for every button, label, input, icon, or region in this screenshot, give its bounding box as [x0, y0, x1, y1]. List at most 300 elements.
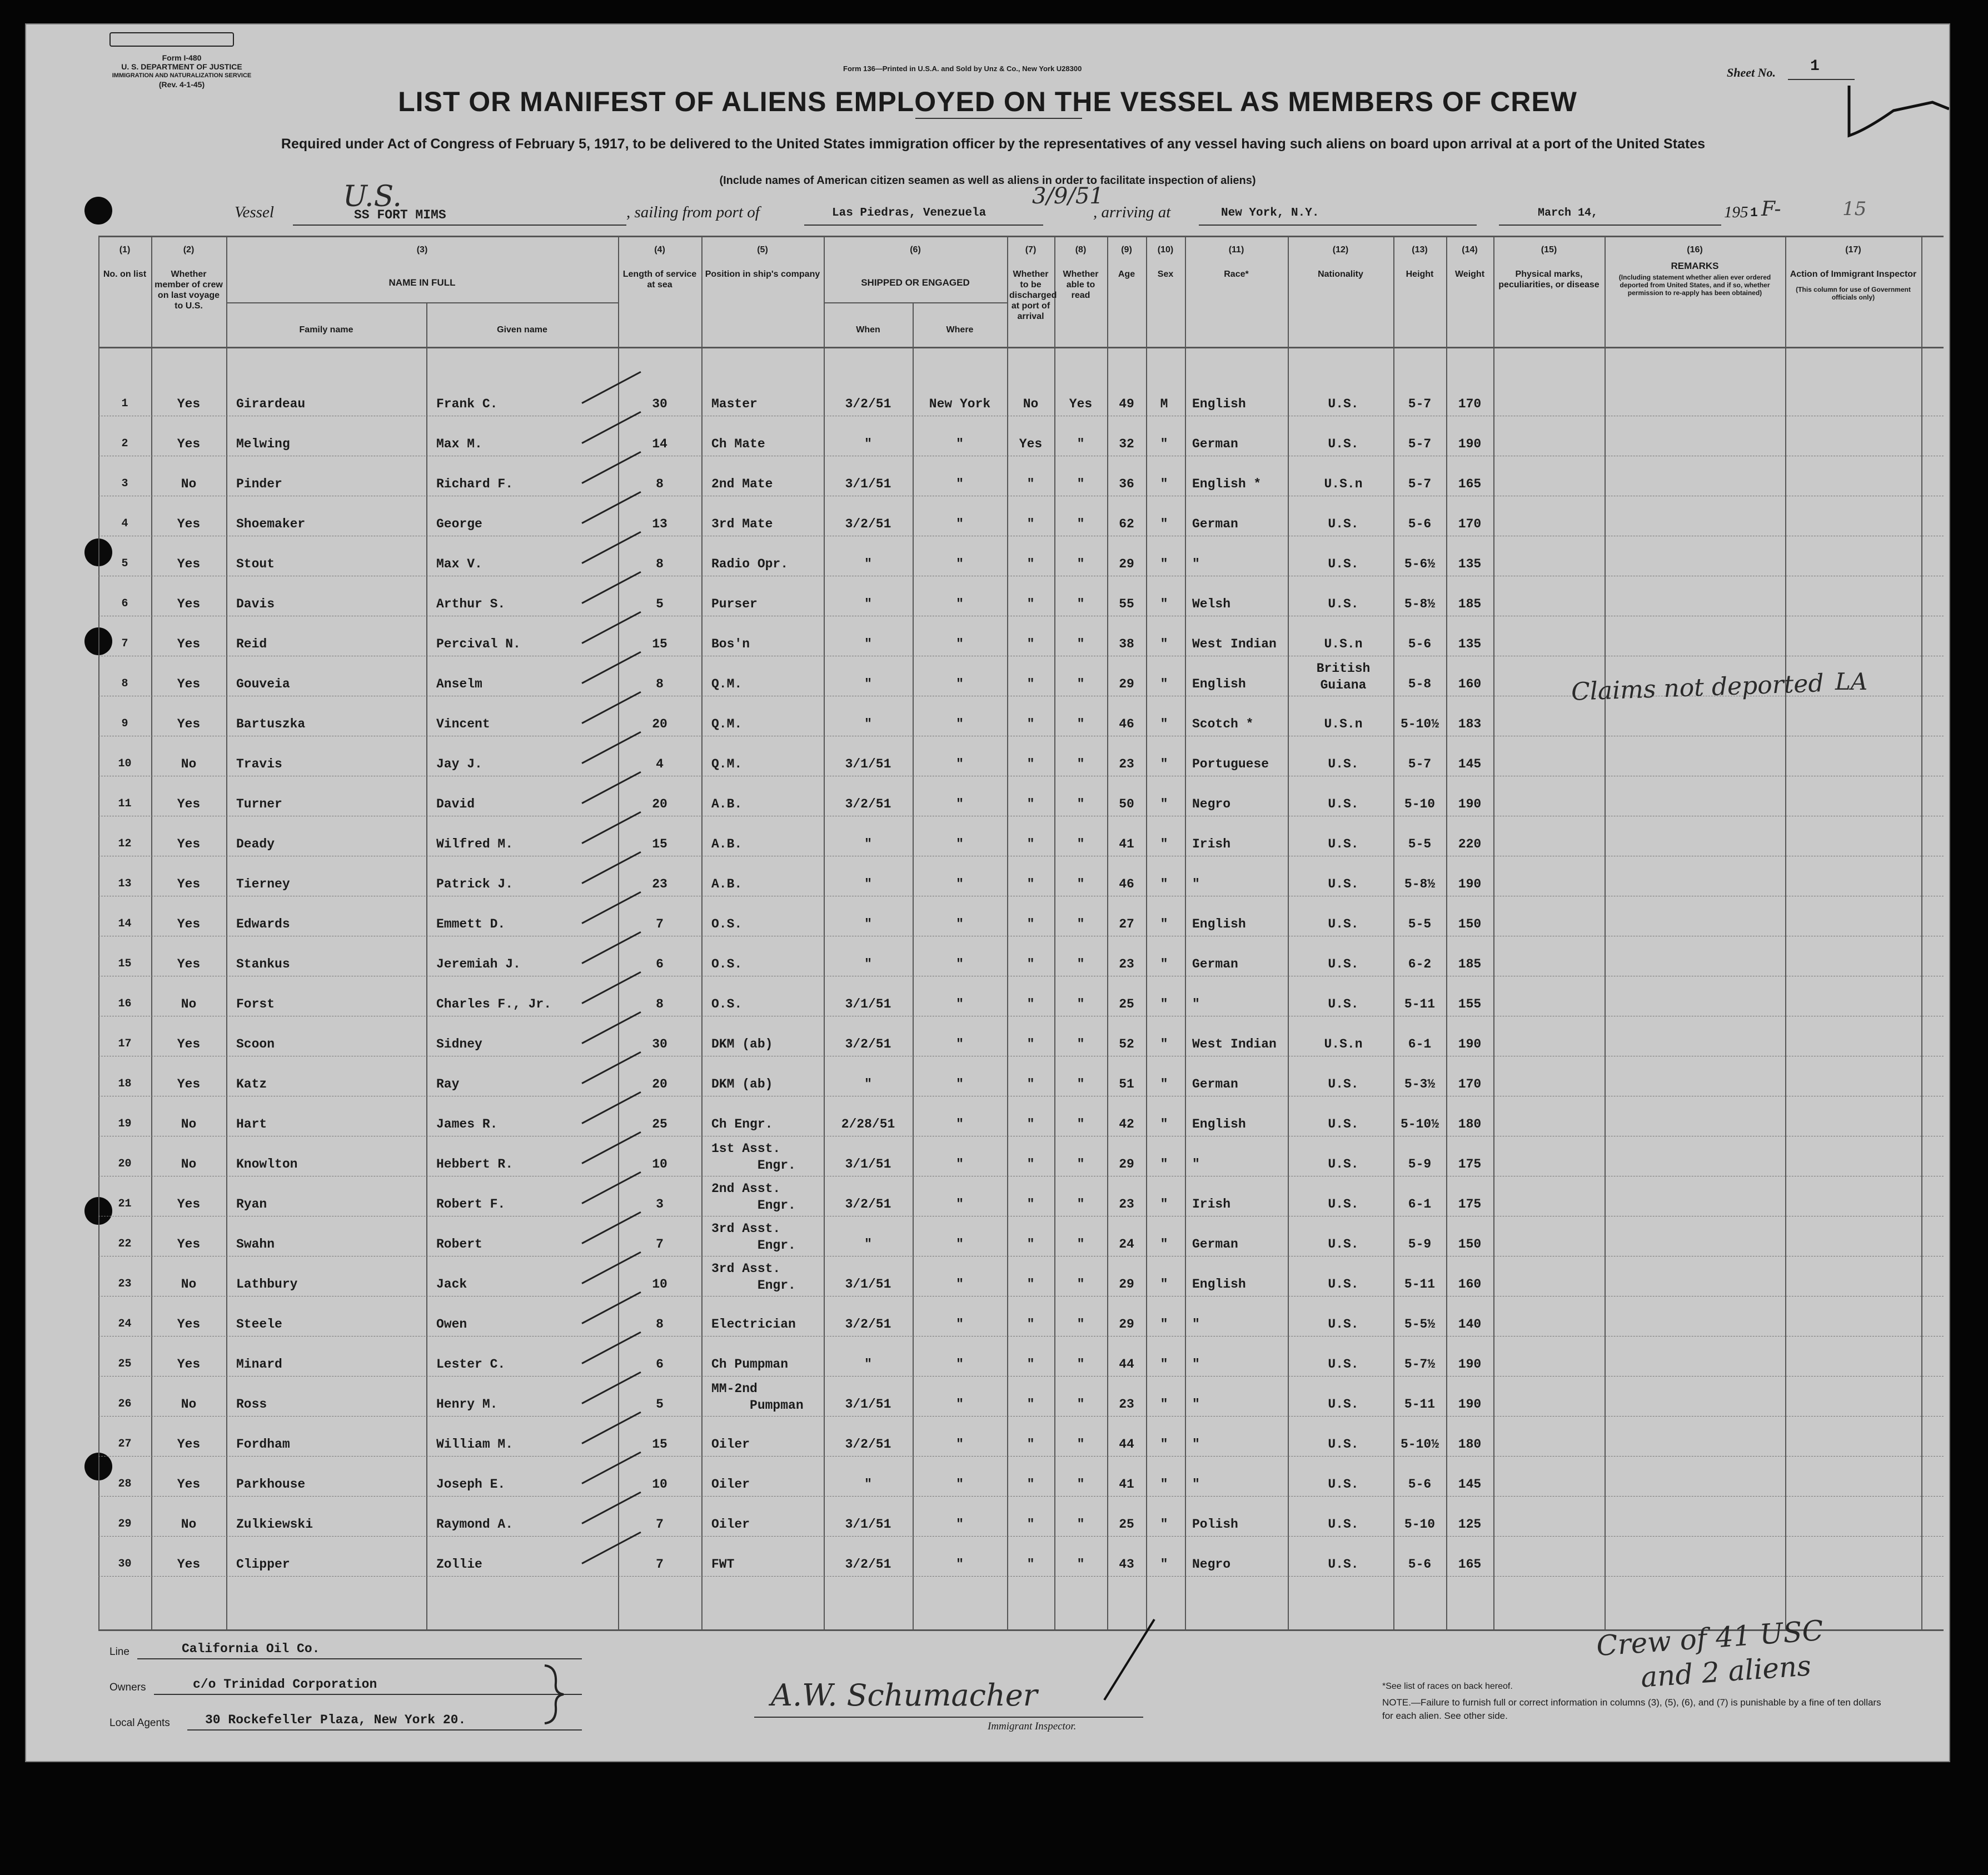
row-15-position: O.S. [711, 957, 743, 971]
row-20-no: 20 [118, 1158, 132, 1170]
row-21-age: 23 [1119, 1197, 1134, 1211]
row-13-discharged: " [1027, 877, 1035, 891]
column-label: Race* [1224, 270, 1249, 279]
row-7-no: 7 [121, 637, 128, 650]
row-22-when: " [864, 1237, 872, 1251]
row-8-sex: " [1160, 677, 1168, 691]
sailing-date-hand: 3/9/51 [1032, 183, 1104, 209]
row-24-member: Yes [177, 1317, 201, 1332]
row-23-read: " [1077, 1277, 1085, 1291]
subcolumn-note: (This column for use of Government officials only) [1796, 286, 1911, 301]
row-20-weight: 175 [1458, 1157, 1482, 1171]
row-17-given: Sidney [436, 1037, 482, 1051]
row-28-nationality: U.S. [1328, 1477, 1359, 1492]
row-26-weight: 190 [1458, 1397, 1482, 1412]
row-9-member: Yes [177, 717, 201, 731]
row-10-age: 23 [1119, 757, 1134, 771]
row-30-service: 7 [656, 1557, 664, 1572]
row-21-position: 2nd Asst. Engr. [711, 1181, 796, 1213]
row-7-read: " [1077, 637, 1085, 651]
column-rule [1493, 236, 1494, 1630]
row-18-where: " [956, 1077, 964, 1091]
row-28-given: Joseph E. [436, 1477, 506, 1492]
row-14-no: 14 [118, 917, 132, 930]
row-16-service: 8 [656, 997, 664, 1011]
row-19-when: 2/28/51 [841, 1117, 895, 1131]
row-1-nationality: U.S. [1328, 397, 1359, 411]
row-3-no: 3 [121, 477, 128, 490]
row-9-no: 9 [121, 717, 128, 730]
row-22-where: " [956, 1237, 964, 1251]
row-25-family: Minard [236, 1357, 282, 1372]
row-15-sex: " [1160, 957, 1168, 971]
row-15-height: 6-2 [1408, 957, 1432, 971]
row-16-read: " [1077, 997, 1085, 1011]
row-3-service: 8 [656, 477, 664, 491]
row-14-family: Edwards [236, 917, 290, 931]
row-3-position: 2nd Mate [711, 477, 773, 491]
row-19-age: 42 [1119, 1117, 1134, 1131]
row-10-discharged: " [1027, 757, 1035, 771]
row-24-when: 3/2/51 [845, 1317, 891, 1332]
row-17-no: 17 [118, 1038, 132, 1050]
row-22-nationality: U.S. [1328, 1237, 1359, 1251]
row-24-race: " [1192, 1317, 1200, 1332]
table-rule [98, 347, 1944, 348]
row-5-weight: 135 [1458, 557, 1482, 571]
row-12-service: 15 [652, 837, 667, 851]
row-22-service: 7 [656, 1237, 664, 1251]
row-12-race: Irish [1192, 837, 1231, 851]
inspector-check [1071, 1617, 1165, 1706]
row-16-weight: 155 [1458, 997, 1482, 1011]
row-13-no: 13 [118, 877, 132, 890]
row-11-race: Negro [1192, 797, 1231, 811]
row-20-family: Knowlton [236, 1157, 298, 1171]
row-18-given: Ray [436, 1077, 460, 1091]
row-19-member: No [181, 1117, 197, 1131]
row-8-given: Anselm [436, 677, 482, 691]
row-2-family: Melwing [236, 437, 290, 451]
row-28-sex: " [1160, 1477, 1168, 1492]
row-3-weight: 165 [1458, 477, 1482, 491]
row-24-position: Electrician [711, 1317, 796, 1332]
row-15-age: 23 [1119, 957, 1134, 971]
row-29-family: Zulkiewski [236, 1517, 313, 1532]
row-25-when: " [864, 1357, 872, 1372]
row-11-discharged: " [1027, 797, 1035, 811]
port-name: Las Piedras, Venezuela [832, 207, 986, 220]
row-24-sex: " [1160, 1317, 1168, 1332]
row-16-height: 5-11 [1404, 997, 1436, 1011]
row-10-sex: " [1160, 757, 1168, 771]
row-20-race: " [1192, 1157, 1200, 1171]
column-label: Age [1118, 270, 1135, 279]
crew-note-line2: and 2 aliens [1640, 1649, 1812, 1694]
row-18-position: DKM (ab) [711, 1077, 773, 1091]
row-11-where: " [956, 797, 964, 811]
sheet-number: 1 [1810, 58, 1820, 75]
row-29-sex: " [1160, 1517, 1168, 1532]
row-26-given: Henry M. [436, 1397, 498, 1412]
row-8-family: Gouveia [236, 677, 290, 691]
row-25-race: " [1192, 1357, 1200, 1372]
row-1-height: 5-7 [1408, 397, 1432, 411]
row-26-no: 26 [118, 1398, 132, 1410]
row-11-family: Turner [236, 797, 282, 811]
row-5-discharged: " [1027, 557, 1035, 571]
row-15-when: " [864, 957, 872, 971]
row-3-sex: " [1160, 477, 1168, 491]
agents-label: Local Agents [109, 1717, 170, 1729]
row-10-given: Jay J. [436, 757, 482, 771]
row-23-sex: " [1160, 1277, 1168, 1291]
row-15-read: " [1077, 957, 1085, 971]
column-rule [226, 236, 227, 1630]
row-16-when: 3/1/51 [845, 997, 891, 1011]
row-1-given: Frank C. [436, 397, 498, 411]
row-16-where: " [956, 997, 964, 1011]
row-5-height: 5-6½ [1404, 557, 1436, 571]
row-27-weight: 180 [1458, 1437, 1482, 1452]
row-30-height: 5-6 [1408, 1557, 1432, 1572]
row-6-when: " [864, 597, 872, 611]
column-label: Nationality [1318, 270, 1363, 279]
row-13-where: " [956, 877, 964, 891]
row-5-service: 8 [656, 557, 664, 571]
column-label: Height [1406, 270, 1434, 279]
row-23-position: 3rd Asst. Engr. [711, 1261, 796, 1293]
row-15-weight: 185 [1458, 957, 1482, 971]
row-21-height: 6-1 [1408, 1197, 1432, 1211]
column-rule [426, 347, 427, 1629]
row-10-service: 4 [656, 757, 664, 771]
row-2-read: " [1077, 437, 1085, 451]
row-7-race: West Indian [1192, 637, 1277, 651]
row-8-weight: 160 [1458, 677, 1482, 691]
row-20-age: 29 [1119, 1157, 1134, 1171]
row-25-nationality: U.S. [1328, 1357, 1359, 1372]
row-29-discharged: " [1027, 1517, 1035, 1532]
row-28-age: 41 [1119, 1477, 1134, 1492]
row-10-where: " [956, 757, 964, 771]
row-23-member: No [181, 1277, 197, 1291]
row-25-read: " [1077, 1357, 1085, 1372]
row-23-weight: 160 [1458, 1277, 1482, 1291]
column-number: (15) [1541, 245, 1557, 255]
row-20-when: 3/1/51 [845, 1157, 891, 1171]
row-20-sex: " [1160, 1157, 1168, 1171]
row-10-weight: 145 [1458, 757, 1482, 771]
row-rule [98, 1456, 1944, 1457]
row-21-weight: 175 [1458, 1197, 1482, 1211]
row-27-discharged: " [1027, 1437, 1035, 1452]
row-5-no: 5 [121, 557, 128, 570]
penalty-note: NOTE.—Failure to furnish full or correct information in columns (3), (5), (6), and (7) is punishable by a fine of ten dollars for each alien. See other side. [1382, 1697, 1881, 1721]
row-27-given: William M. [436, 1437, 514, 1452]
row-13-when: " [864, 877, 872, 891]
owners-underline [154, 1694, 582, 1695]
row-14-age: 27 [1119, 917, 1134, 931]
row-15-race: German [1192, 957, 1238, 971]
agents-value: 30 Rockefeller Plaza, New York 20. [205, 1713, 466, 1727]
row-rule [98, 1376, 1944, 1377]
row-1-age: 49 [1119, 397, 1134, 411]
row-2-nationality: U.S. [1328, 437, 1359, 451]
row-4-position: 3rd Mate [711, 517, 773, 531]
row-26-member: No [181, 1397, 197, 1412]
row-9-when: " [864, 717, 872, 731]
row-27-race: " [1192, 1437, 1200, 1452]
row-30-given: Zollie [436, 1557, 482, 1572]
row-4-no: 4 [121, 517, 128, 530]
row-30-when: 3/2/51 [845, 1557, 891, 1572]
row-18-height: 5-3½ [1404, 1077, 1436, 1091]
row-7-height: 5-6 [1408, 637, 1432, 651]
row-8-where: " [956, 677, 964, 691]
row-7-discharged: " [1027, 637, 1035, 651]
row-25-given: Lester C. [436, 1357, 506, 1372]
row-6-age: 55 [1119, 597, 1134, 611]
row-9-nationality: U.S.n [1324, 717, 1363, 731]
row-24-no: 24 [118, 1318, 132, 1330]
column-label: NAME IN FULL [388, 277, 456, 288]
row-12-read: " [1077, 837, 1085, 851]
row-1-family: Girardeau [236, 397, 306, 411]
column-number: (14) [1462, 245, 1478, 255]
row-2-race: German [1192, 437, 1238, 451]
row-1-member: Yes [177, 397, 201, 411]
column-number: (17) [1845, 245, 1861, 255]
row-17-sex: " [1160, 1037, 1168, 1051]
row-2-member: Yes [177, 437, 201, 451]
row-10-height: 5-7 [1408, 757, 1432, 771]
column-label: No. on list [103, 270, 147, 279]
row-9-where: " [956, 717, 964, 731]
row-24-height: 5-5½ [1404, 1317, 1436, 1332]
row-17-weight: 190 [1458, 1037, 1482, 1051]
revision: (Rev. 4-1-45) [158, 80, 205, 89]
row-13-sex: " [1160, 877, 1168, 891]
row-9-height: 5-10½ [1400, 717, 1439, 731]
row-22-age: 24 [1119, 1237, 1134, 1251]
column-label: Action of Immigrant Inspector [1790, 270, 1917, 279]
row-27-height: 5-10½ [1400, 1437, 1439, 1452]
row-21-no: 21 [118, 1198, 132, 1210]
row-9-discharged: " [1027, 717, 1035, 731]
row-30-where: " [956, 1557, 964, 1572]
subcolumn-label-family: Family name [299, 325, 353, 335]
row-25-weight: 190 [1458, 1357, 1482, 1372]
vessel-label: Vessel [235, 203, 274, 221]
row-22-no: 22 [118, 1238, 132, 1250]
row-11-service: 20 [652, 797, 667, 811]
row-22-given: Robert [436, 1237, 482, 1251]
row-11-position: A.B. [711, 797, 743, 811]
row-24-age: 29 [1119, 1317, 1134, 1332]
page-title: LIST OR MANIFEST OF ALIENS EMPLOYED ON THE VESSEL AS MEMBERS OF CREW [398, 86, 1577, 117]
row-26-read: " [1077, 1397, 1085, 1412]
row-3-race: English * [1192, 477, 1262, 491]
column-rule [701, 236, 702, 1630]
row-17-member: Yes [177, 1037, 201, 1051]
row-27-service: 15 [652, 1437, 667, 1452]
row-25-no: 25 [118, 1358, 132, 1370]
column-label: Whether to be discharged at port of arrival [1009, 270, 1057, 321]
row-2-when: " [864, 437, 872, 451]
row-15-member: Yes [177, 957, 201, 971]
row-20-position: 1st Asst. Engr. [711, 1141, 796, 1173]
row-11-member: Yes [177, 797, 201, 811]
row-17-nationality: U.S.n [1324, 1037, 1363, 1051]
row-16-member: No [181, 997, 197, 1011]
row-28-when: " [864, 1477, 872, 1492]
column-label: Length of service at sea [622, 270, 697, 290]
row-29-position: Oiler [711, 1517, 750, 1532]
line-value: California Oil Co. [182, 1642, 320, 1656]
row-20-discharged: " [1027, 1157, 1035, 1171]
row-7-given: Percival N. [436, 637, 521, 651]
signature-line [754, 1717, 1143, 1718]
row-24-weight: 140 [1458, 1317, 1482, 1332]
row-21-discharged: " [1027, 1197, 1035, 1211]
row-22-member: Yes [177, 1237, 201, 1251]
row-5-read: " [1077, 557, 1085, 571]
row-9-family: Bartuszka [236, 717, 306, 731]
row-5-position: Radio Opr. [711, 557, 789, 571]
row-13-weight: 190 [1458, 877, 1482, 891]
row-4-sex: " [1160, 517, 1168, 531]
row-15-where: " [956, 957, 964, 971]
row-21-service: 3 [656, 1197, 664, 1211]
row-22-weight: 150 [1458, 1237, 1482, 1251]
row-29-service: 7 [656, 1517, 664, 1532]
row-26-when: 3/1/51 [845, 1397, 891, 1412]
row-10-nationality: U.S. [1328, 757, 1359, 771]
row-21-member: Yes [177, 1197, 201, 1211]
row-18-race: German [1192, 1077, 1238, 1091]
row-17-discharged: " [1027, 1037, 1035, 1051]
row-4-weight: 170 [1458, 517, 1482, 531]
row-18-age: 51 [1119, 1077, 1134, 1091]
row-30-member: Yes [177, 1557, 201, 1572]
row-17-height: 6-1 [1408, 1037, 1432, 1051]
row-rule [98, 1576, 1944, 1577]
row-7-age: 38 [1119, 637, 1134, 651]
row-19-nationality: U.S. [1328, 1117, 1359, 1131]
row-17-when: 3/2/51 [845, 1037, 891, 1051]
row-5-family: Stout [236, 557, 275, 571]
row-5-where: " [956, 557, 964, 571]
row-10-position: Q.M. [711, 757, 743, 771]
row-2-position: Ch Mate [711, 437, 765, 451]
row-6-where: " [956, 597, 964, 611]
row-29-member: No [181, 1517, 197, 1532]
subcolumn-label-when: When [856, 325, 880, 335]
row-20-height: 5-9 [1408, 1157, 1432, 1171]
row-20-nationality: U.S. [1328, 1157, 1359, 1171]
row-14-height: 5-5 [1408, 917, 1432, 931]
inspector-label: Immigrant Inspector. [988, 1721, 1077, 1732]
row-1-discharged: No [1023, 397, 1039, 411]
row-29-weight: 125 [1458, 1517, 1482, 1532]
row-6-service: 5 [656, 597, 664, 611]
sailing-label: , sailing from port of [626, 203, 760, 221]
row-15-discharged: " [1027, 957, 1035, 971]
row-24-nationality: U.S. [1328, 1317, 1359, 1332]
row-10-family: Travis [236, 757, 282, 771]
row-27-member: Yes [177, 1437, 201, 1452]
row-28-position: Oiler [711, 1477, 750, 1492]
row-2-weight: 190 [1458, 437, 1482, 451]
row-6-race: Welsh [1192, 597, 1231, 611]
row-4-read: " [1077, 517, 1085, 531]
row-3-member: No [181, 477, 197, 491]
row-19-position: Ch Engr. [711, 1117, 773, 1131]
column-number: (10) [1157, 245, 1174, 255]
row-11-no: 11 [118, 797, 132, 810]
row-7-when: " [864, 637, 872, 651]
row-10-when: 3/1/51 [845, 757, 891, 771]
row-4-height: 5-6 [1408, 517, 1432, 531]
row-6-discharged: " [1027, 597, 1035, 611]
row-22-read: " [1077, 1237, 1085, 1251]
row-10-no: 10 [118, 757, 132, 770]
row-18-nationality: U.S. [1328, 1077, 1359, 1091]
row-13-read: " [1077, 877, 1085, 891]
row-27-where: " [956, 1437, 964, 1452]
row-19-sex: " [1160, 1117, 1168, 1131]
arriving-port: New York, N.Y. [1221, 207, 1319, 220]
column-rule [1785, 236, 1786, 1630]
row-20-given: Hebbert R. [436, 1157, 514, 1171]
printer-line: Form 136—Printed in U.S.A. and Sold by Unz & Co., New York U28300 [843, 64, 1082, 73]
row-9-sex: " [1160, 717, 1168, 731]
row-1-weight: 170 [1458, 397, 1482, 411]
row-18-weight: 170 [1458, 1077, 1482, 1091]
row-5-race: " [1192, 557, 1200, 571]
row-14-member: Yes [177, 917, 201, 931]
row-24-family: Steele [236, 1317, 282, 1332]
vessel-annotation: U.S. [343, 180, 402, 213]
row-23-age: 29 [1119, 1277, 1134, 1291]
row-rule [98, 1336, 1944, 1337]
column-label: REMARKS [1671, 261, 1719, 271]
row-22-family: Swahn [236, 1237, 275, 1251]
row-8-read: " [1077, 677, 1085, 691]
row-16-nationality: U.S. [1328, 997, 1359, 1011]
row-8-age: 29 [1119, 677, 1134, 691]
row-24-given: Owen [436, 1317, 467, 1332]
row-13-age: 46 [1119, 877, 1134, 891]
row-18-family: Katz [236, 1077, 267, 1091]
row-12-when: " [864, 837, 872, 851]
column-label: Weight [1454, 270, 1485, 279]
row-6-read: " [1077, 597, 1085, 611]
row-14-read: " [1077, 917, 1085, 931]
row-13-service: 23 [652, 877, 667, 891]
row-25-service: 6 [656, 1357, 664, 1372]
row-14-discharged: " [1027, 917, 1035, 931]
row-16-given: Charles F., Jr. [436, 997, 552, 1011]
row-2-no: 2 [121, 437, 128, 450]
row-30-position: FWT [711, 1557, 735, 1572]
row-25-age: 44 [1119, 1357, 1134, 1372]
row-rule [98, 1416, 1944, 1417]
row-4-where: " [956, 517, 964, 531]
row-16-sex: " [1160, 997, 1168, 1011]
row-26-race: " [1192, 1397, 1200, 1412]
